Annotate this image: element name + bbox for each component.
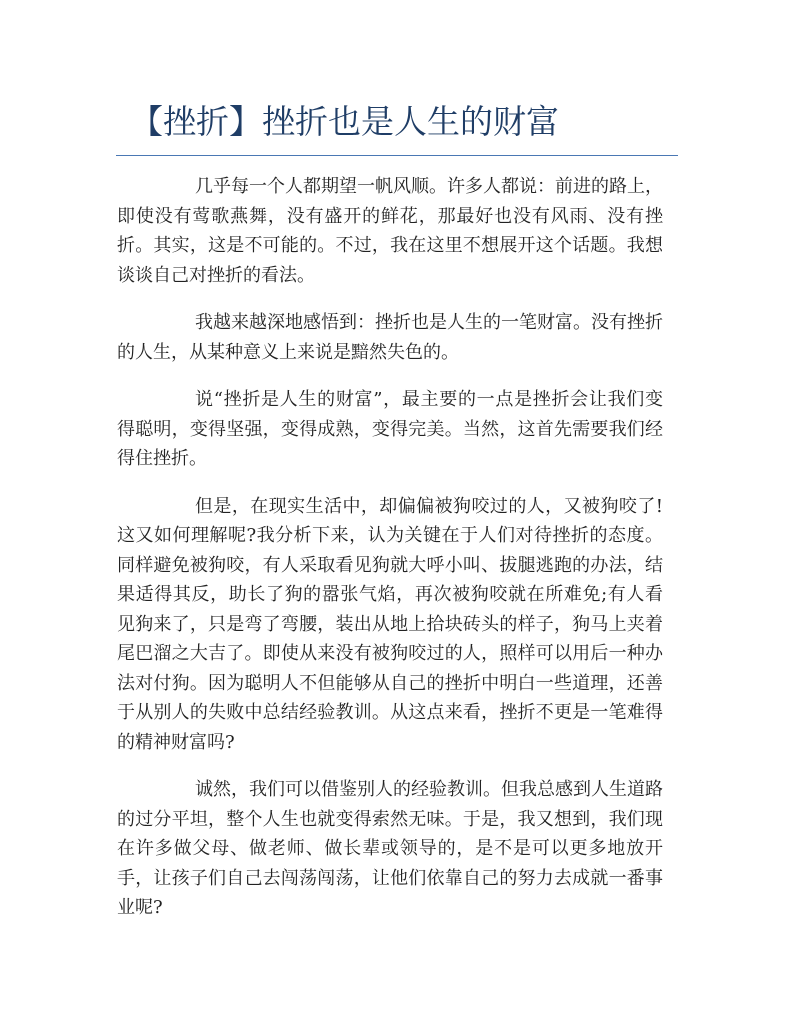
- paragraph-2: 我越来越深地感悟到：挫折也是人生的一笔财富。没有挫折的人生，从某种意义上来说是黯然失色的。: [117, 312, 663, 363]
- paragraph-5: 诚然，我们可以借鉴别人的经验教训。但我总感到人生道路的过分平坦，整个人生也就变得索然无味。于是，我又想到，我们现在许多做父母、做老师、做长辈或领导的，是不是可以更多地放开手，让孩子们自己去闯荡闯荡，让他们依靠自己的努力去成就一番事业呢?: [117, 779, 663, 918]
- paragraph-1: 几乎每一个人都期望一帆风顺。许多人都说：前进的路上，即使没有莺歌燕舞，没有盛开的鲜花，那最好也没有风雨、没有挫折。其实，这是不可能的。不过，我在这里不想展开这个话题。我想谈谈自己对挫折的看法。: [117, 176, 663, 286]
- paragraph-4: 但是，在现实生活中，却偏偏被狗咬过的人，又被狗咬了!这又如何理解呢?我分析下来，认为关键在于人们对待挫折的态度。同样避免被狗咬，有人采取看见狗就大呼小叫、拔腿逃跑的办法，结果适得其反，助长了狗的嚣张气焰，再次被狗咬就在所难免;有人看见狗来了，只是弯了弯腰，装出从地上拾块砖头的样子，狗马上夹着尾巴溜之大吉了。即使从来没有被狗咬过的人，照样可以用后一种办法对付狗。因为聪明人不但能够从自己的挫折中明白一些道理，还善于从别人的失败中总结经验教训。从这点来看，挫折不更是一笔难得的精神财富吗?: [117, 495, 663, 753]
- title-divider: [116, 155, 678, 156]
- paragraph-3: 说“挫折是人生的财富”，最主要的一点是挫折会让我们变得聪明，变得坚强，变得成熟，变得完美。当然，这首先需要我们经得住挫折。: [117, 389, 663, 469]
- document-title: 【挫折】挫折也是人生的财富: [130, 102, 559, 141]
- document-body: [117, 172, 663, 941]
